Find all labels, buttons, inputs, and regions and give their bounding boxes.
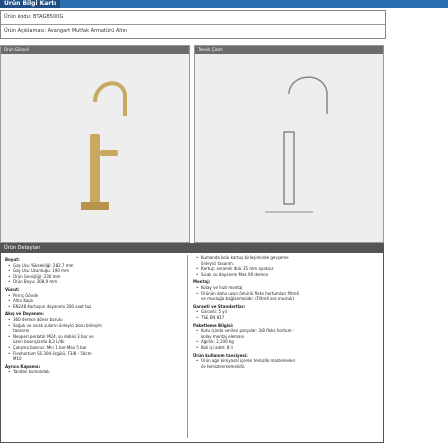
spec-line: • Gaş Ucu Uzunluğu: 190 mm [5,268,183,274]
spec-line: ve musluğa bağlanmalıdır. (Filtreli ara musluk) [201,296,294,302]
product-code-row: Ürün kodu: BTAGB500G [1,11,385,25]
technical-drawing-title: Teknik Çizim [195,46,383,54]
product-image-title: Ürün Görseli [1,46,189,54]
spec-line: M10 [13,356,22,362]
faucet-image [1,54,189,242]
product-name-row: Ürün Açıklaması: Avangart Mutfak Armatürü Altın [4,28,128,34]
brand-bar [0,0,448,8]
spec-line: • Ürün ağır kimyasal içeren temizlik malzemeleri [193,358,381,364]
spec-divider [187,255,188,438]
spec-line: • Ürünün daha uzun ömürlü fleks hortumları filtreli [193,291,381,297]
spec-line: önleyici tasarım. [201,260,235,266]
spec-line: • EN248 Kartuşun dayanımı 200 saat tuz [5,304,183,310]
spec-line: • Garanti: 5 yıl [193,309,381,315]
spec-line: • Soğuk ve sıcak suların önleyici boru birleşim [5,323,183,329]
spec-card [0,243,384,443]
product-image [1,54,189,242]
spec-line: • Ürün Boyu: 308,9 mm [5,279,183,285]
spec-line: • Neoperl perlatör M24, su debisi 3 bar ve [5,334,183,340]
spec-section-heading: Montaj: [193,279,211,285]
spec-section-heading: Boyut: [5,257,20,262]
spec-line: • Kolay ve hızlı montaj [193,285,381,291]
spec-line: • Kumanda kolu kartuş birleşiminde gevşeme [193,255,381,261]
spec-line: • Flexhortum SS 304 örgülü, F3/8 - 50cm [5,351,183,357]
spec-line: • Koli içi adet: 8 li [193,345,381,351]
spec-line: • Ağırlık: 2,100 kg [193,339,381,345]
spec-line: • Pirinç Gövde [5,293,183,299]
spec-section-heading: Ayrıca Kapama: [5,363,41,369]
spec-section-heading: Akış ve Dayanım: [5,311,44,317]
product-gallery [0,45,384,243]
spec-line: • Sıcak su dayanımı Max 90 derece [193,272,381,278]
spec-line: • TSE EN 817 [193,315,381,321]
spec-section-heading: Garanti ve Standartlar: [193,303,246,309]
spec-line: • Yandan kumandalı [5,369,183,375]
spec-section-heading: Ürün kullanım tavsiyesi: [193,352,248,358]
spec-line: • 360 derece döner borulu [5,317,183,323]
spec-line: üzeri basınçlarda 8,3 L/dk [13,339,65,345]
brand-title: Ürün Bilgi Kartı [0,0,60,8]
spec-section-heading: Paketleme Bilgisi: [193,322,234,328]
spec-column-right [193,255,381,440]
drawing-image [195,54,383,242]
spec-line: ile temizlenmemelidir. [201,363,246,369]
spec-line: • Ürün Genişliği: 230 mm [5,274,183,280]
spec-section-heading: Vücut: [5,286,20,292]
product-image-panel [0,45,190,243]
product-info-table [0,10,386,39]
spec-header: Ürün Detayları [1,244,383,253]
spec-line: kolay montaj elemanı [201,333,245,339]
spec-line: • Altın Kaplı [5,298,183,304]
technical-drawing [195,54,383,242]
spec-line: • Gaş Ucu Yüksekliği: 282,7 mm [5,263,183,269]
technical-drawing-panel [194,45,384,243]
spec-line: • Kartuş: seramik disk 35 mm ayaksız [193,266,381,272]
spec-column-left [5,255,183,440]
spec-line: • Kutu içinde verilen parçalar: 3/8 fleks hortum - [193,328,381,334]
spec-line: • Çalışma basıncı: Min 1 bar-Max 5 bar [5,345,183,351]
spec-line: tasarımı [13,328,30,334]
